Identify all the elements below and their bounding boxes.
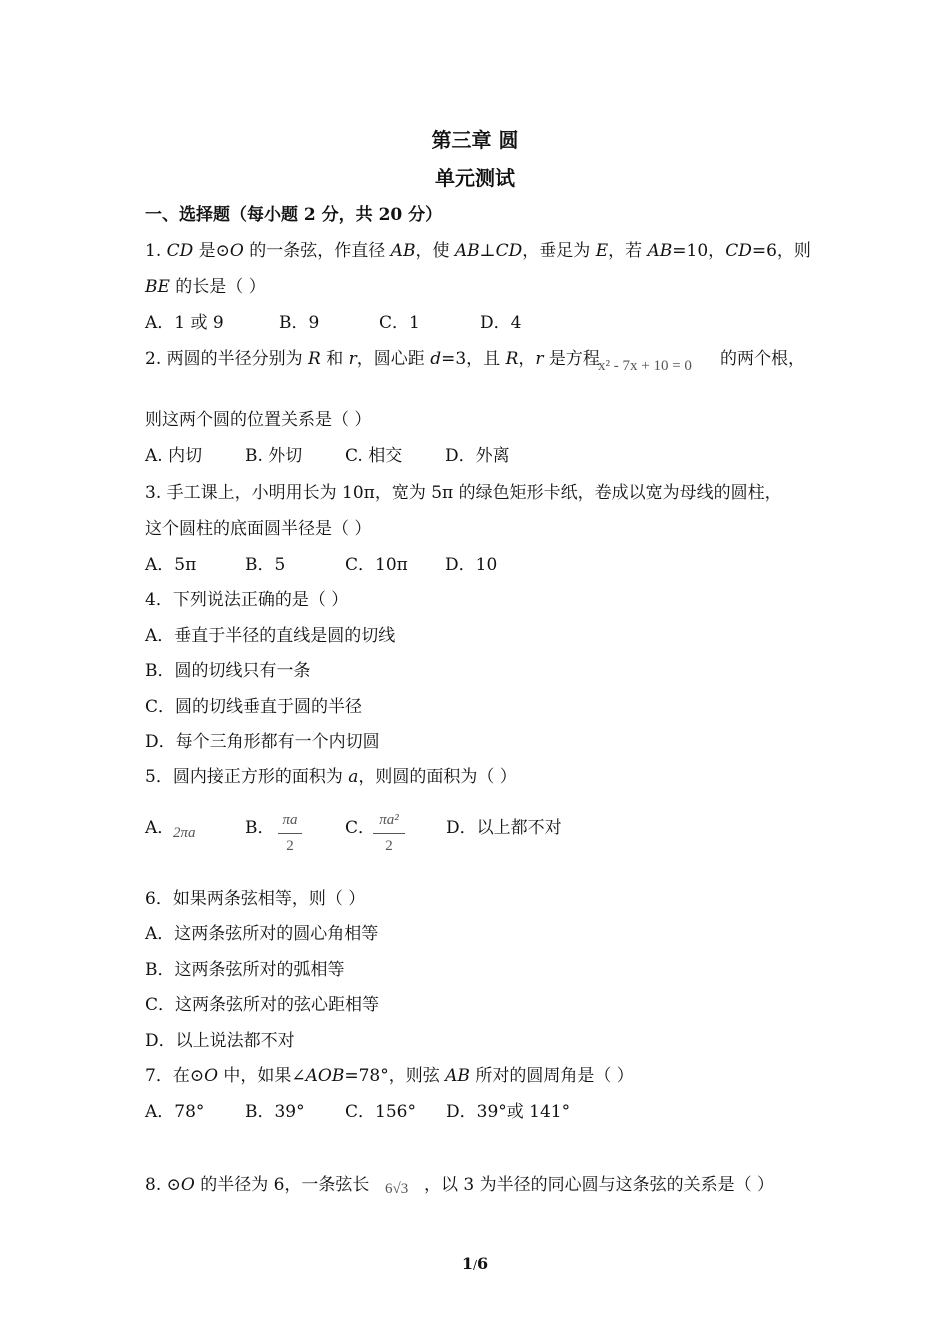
q6-option-b: B．这两条弦所对的弧相等 <box>145 960 345 980</box>
q8-chord-expr: 6√3 <box>385 1181 409 1197</box>
q2-stem-line2: 则这两个圆的位置关系是（ ） <box>145 410 372 430</box>
total-pages: 6 <box>477 1254 489 1273</box>
q5-option-a-expr: 2πa <box>173 825 196 841</box>
q8-stem-start: 8. ⊙O 的半径为 6，一条弦长 <box>145 1175 370 1195</box>
q5-option-a-label: A． <box>145 818 175 838</box>
q3-option-b: B．5 <box>245 555 286 575</box>
q2-options <box>145 441 510 466</box>
q4-option-a: A．垂直于半径的直线是圆的切线 <box>145 626 396 646</box>
q1-stem-line2: BE 的长是（ ） <box>145 277 266 297</box>
q6-stem: 6．如果两条弦相等，则（ ） <box>145 889 366 909</box>
q5-option-c-fraction <box>373 812 405 855</box>
q7-stem: 7．在⊙O 中，如果∠AOB=78°，则弦 AB 所对的圆周角是（ ） <box>145 1066 634 1086</box>
q3-options <box>145 550 497 575</box>
q2-option-a: A. 内切 <box>145 446 203 466</box>
q8-stem-end: ，以 3 为半径的同心圆与这条弦的关系是（ ） <box>424 1175 775 1195</box>
q5-option-b-fraction-bar <box>278 833 302 834</box>
q3-option-a: A．5π <box>145 555 197 575</box>
q7-option-a: A．78° <box>145 1102 205 1122</box>
q4-option-d: D．每个三角形都有一个内切圆 <box>145 732 380 752</box>
q5-option-b-numerator: πa <box>282 812 298 828</box>
q1-option-d: D．4 <box>480 313 522 333</box>
page-separator: / <box>472 1258 478 1272</box>
q2-option-d: D．外离 <box>445 446 510 466</box>
q3-stem-line2: 这个圆柱的底面圆半径是（ ） <box>145 519 372 539</box>
q7-option-b: B．39° <box>245 1102 305 1122</box>
q7-option-d: D．39°或 141° <box>446 1102 571 1122</box>
q2-equation: x² - 7x + 10 = 0 <box>598 358 692 374</box>
page-number <box>0 1254 950 1273</box>
subtitle: 单元测试 <box>435 166 515 190</box>
q6-option-d: D．以上说法都不对 <box>145 1031 295 1051</box>
q5-option-c-denominator: 2 <box>385 838 393 854</box>
q4-option-c: C．圆的切线垂直于圆的半径 <box>145 697 363 717</box>
q7-options <box>145 1097 570 1122</box>
q5-option-b-label: B． <box>245 818 275 838</box>
q1-stem-line1: 1. CD 是⊙O 的一条弦，作直径 AB，使 AB⊥CD，垂足为 E，若 AB=10，CD=6，则 <box>145 241 811 261</box>
q5-option-d: D．以上都不对 <box>446 818 562 838</box>
q5-option-c-fraction-bar <box>373 833 405 834</box>
q5-option-c-numerator: πa² <box>379 812 399 828</box>
q6-option-a: A．这两条弦所对的圆心角相等 <box>145 924 379 944</box>
q1-option-a: A．1 或 9 <box>145 313 224 333</box>
q5-option-b-fraction <box>278 812 302 855</box>
q2-stem-line1: 2. 两圆的半径分别为 R 和 r，圆心距 d=3，且 R，r 是方程 <box>145 349 600 369</box>
current-page: 1 <box>461 1254 473 1273</box>
q4-stem: 4．下列说法正确的是（ ） <box>145 590 349 610</box>
chapter-title: 第三章 圆 <box>431 128 519 152</box>
q5-option-b-denominator: 2 <box>286 838 294 854</box>
q2-option-c: C. 相交 <box>345 446 403 466</box>
q2-option-b: B. 外切 <box>245 446 303 466</box>
q1-option-c: C．1 <box>379 313 420 333</box>
q5-option-c-label: C． <box>345 818 376 838</box>
q4-option-b: B．圆的切线只有一条 <box>145 661 311 681</box>
section-heading: 一、选择题（每小题 2 分，共 20 分） <box>145 205 443 225</box>
q7-option-c: C．156° <box>345 1102 416 1122</box>
q2-stem-tail: 的两个根， <box>720 349 805 369</box>
q3-stem-line1: 3. 手工课上，小明用长为 10π，宽为 5π 的绿色矩形卡纸，卷成以宽为母线的圆柱， <box>145 483 782 503</box>
q1-option-b: B．9 <box>279 313 320 333</box>
q5-stem: 5．圆内接正方形的面积为 a，则圆的面积为（ ） <box>145 767 517 787</box>
q3-option-c: C．10π <box>345 555 408 575</box>
q6-option-c: C．这两条弦所对的弦心距相等 <box>145 995 380 1015</box>
q3-option-d: D．10 <box>445 555 498 575</box>
q1-options <box>145 308 521 333</box>
